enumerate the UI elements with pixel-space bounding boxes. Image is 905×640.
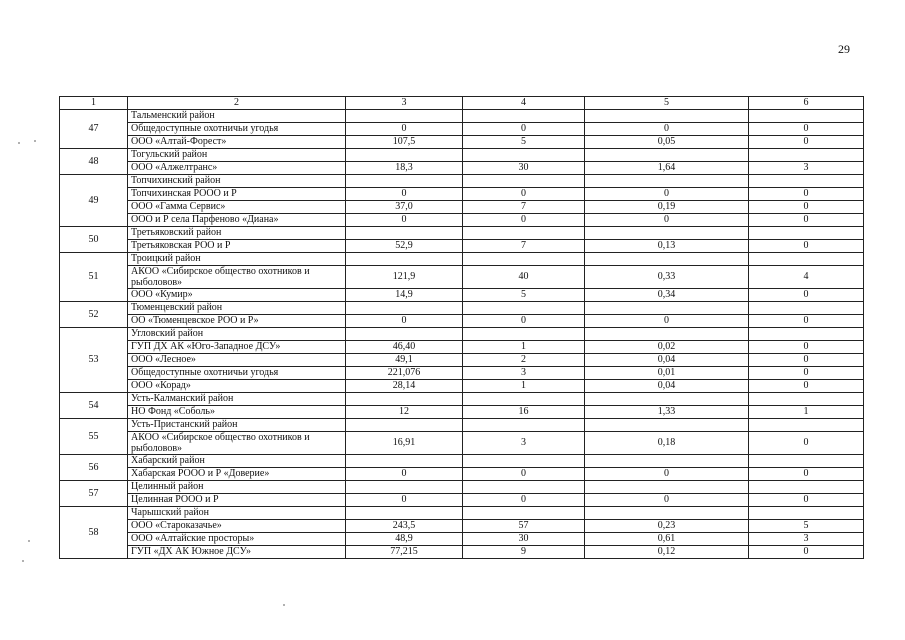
table-row <box>60 520 864 533</box>
value-cell: 0 <box>749 367 864 380</box>
entity-name: АКОО «Сибирское общество охотников и рыболовов» <box>128 432 346 455</box>
value-cell: 243,5 <box>346 520 463 533</box>
empty-cell <box>463 302 585 315</box>
empty-cell <box>463 227 585 240</box>
value-cell: 0 <box>585 315 749 328</box>
value-cell: 3 <box>749 533 864 546</box>
value-cell: 0 <box>749 136 864 149</box>
value-cell: 57 <box>463 520 585 533</box>
entity-name: ООО «Староказачье» <box>128 520 346 533</box>
value-cell: 5 <box>749 520 864 533</box>
value-cell: 1 <box>463 341 585 354</box>
empty-cell <box>346 302 463 315</box>
table-row <box>60 341 864 354</box>
value-cell: 0 <box>749 123 864 136</box>
table-row <box>60 266 864 289</box>
district-index: 47 <box>60 110 128 149</box>
district-index: 50 <box>60 227 128 253</box>
value-cell: 0 <box>749 354 864 367</box>
empty-cell <box>463 175 585 188</box>
table-row <box>60 494 864 507</box>
value-cell: 18,3 <box>346 162 463 175</box>
value-cell: 0,61 <box>585 533 749 546</box>
district-name: Третьяковский район <box>128 227 346 240</box>
value-cell: 30 <box>463 533 585 546</box>
entity-name: Общедоступные охотничьи угодья <box>128 367 346 380</box>
value-cell: 48,9 <box>346 533 463 546</box>
value-cell: 0 <box>585 123 749 136</box>
table-row <box>60 214 864 227</box>
empty-cell <box>585 419 749 432</box>
value-cell: 14,9 <box>346 289 463 302</box>
value-cell: 5 <box>463 289 585 302</box>
entity-name: Третьяковская РОО и Р <box>128 240 346 253</box>
value-cell: 0 <box>463 188 585 201</box>
empty-cell <box>346 110 463 123</box>
entity-name: Общедоступные охотничьи угодья <box>128 123 346 136</box>
value-cell: 0,18 <box>585 432 749 455</box>
value-cell: 0 <box>749 380 864 393</box>
header-cell: 1 <box>60 97 128 110</box>
value-cell: 0 <box>749 188 864 201</box>
entity-name: ГУП «ДХ АК Южное ДСУ» <box>128 546 346 559</box>
empty-cell <box>585 328 749 341</box>
district-row <box>60 110 864 123</box>
empty-cell <box>463 481 585 494</box>
table-row <box>60 367 864 380</box>
empty-cell <box>346 253 463 266</box>
page-number: 29 <box>838 42 850 56</box>
value-cell: 1,64 <box>585 162 749 175</box>
empty-cell <box>585 393 749 406</box>
table-row <box>60 406 864 419</box>
district-index: 51 <box>60 253 128 302</box>
value-cell: 37,0 <box>346 201 463 214</box>
empty-cell <box>585 455 749 468</box>
header-row <box>60 97 864 110</box>
district-index: 55 <box>60 419 128 455</box>
value-cell: 0 <box>749 315 864 328</box>
value-cell: 16 <box>463 406 585 419</box>
empty-cell <box>463 419 585 432</box>
value-cell: 0 <box>585 468 749 481</box>
value-cell: 0,33 <box>585 266 749 289</box>
empty-cell <box>585 227 749 240</box>
district-name: Тюменцевский район <box>128 302 346 315</box>
empty-cell <box>585 507 749 520</box>
empty-cell <box>749 328 864 341</box>
empty-cell <box>346 175 463 188</box>
value-cell: 0,23 <box>585 520 749 533</box>
table-row <box>60 201 864 214</box>
value-cell: 49,1 <box>346 354 463 367</box>
district-index: 49 <box>60 175 128 227</box>
value-cell: 0,04 <box>585 380 749 393</box>
empty-cell <box>463 455 585 468</box>
value-cell: 16,91 <box>346 432 463 455</box>
value-cell: 0 <box>749 240 864 253</box>
empty-cell <box>585 253 749 266</box>
value-cell: 0,19 <box>585 201 749 214</box>
value-cell: 3 <box>463 367 585 380</box>
empty-cell <box>346 328 463 341</box>
entity-name: Хабарская РООО и Р «Доверие» <box>128 468 346 481</box>
value-cell: 0,04 <box>585 354 749 367</box>
district-index: 53 <box>60 328 128 393</box>
entity-name: ООО «Алтай-Форест» <box>128 136 346 149</box>
empty-cell <box>463 253 585 266</box>
value-cell: 0 <box>463 123 585 136</box>
district-name: Топчихинский район <box>128 175 346 188</box>
empty-cell <box>749 481 864 494</box>
header-cell: 4 <box>463 97 585 110</box>
empty-cell <box>585 481 749 494</box>
district-row <box>60 481 864 494</box>
value-cell: 0 <box>346 188 463 201</box>
value-cell: 40 <box>463 266 585 289</box>
district-index: 58 <box>60 507 128 559</box>
empty-cell <box>749 227 864 240</box>
header-cell: 5 <box>585 97 749 110</box>
empty-cell <box>749 302 864 315</box>
header-cell: 3 <box>346 97 463 110</box>
empty-cell <box>463 110 585 123</box>
table-row <box>60 162 864 175</box>
value-cell: 221,076 <box>346 367 463 380</box>
district-row <box>60 328 864 341</box>
value-cell: 0 <box>749 546 864 559</box>
empty-cell <box>585 302 749 315</box>
table-row <box>60 289 864 302</box>
value-cell: 0,01 <box>585 367 749 380</box>
table-row <box>60 533 864 546</box>
empty-cell <box>346 481 463 494</box>
empty-cell <box>346 455 463 468</box>
value-cell: 0 <box>463 494 585 507</box>
district-name: Целинный район <box>128 481 346 494</box>
value-cell: 0,34 <box>585 289 749 302</box>
district-index: 57 <box>60 481 128 507</box>
value-cell: 0 <box>346 214 463 227</box>
entity-name: ООО и Р села Парфеново «Диана» <box>128 214 346 227</box>
district-name: Угловский район <box>128 328 346 341</box>
value-cell: 0 <box>346 123 463 136</box>
value-cell: 0,02 <box>585 341 749 354</box>
value-cell: 7 <box>463 240 585 253</box>
value-cell: 0 <box>749 432 864 455</box>
empty-cell <box>463 328 585 341</box>
scan-speck <box>283 604 285 606</box>
data-table <box>59 96 864 559</box>
scan-speck <box>28 540 30 542</box>
entity-name: НО Фонд «Соболь» <box>128 406 346 419</box>
empty-cell <box>463 393 585 406</box>
value-cell: 0 <box>346 315 463 328</box>
table-row <box>60 240 864 253</box>
table-row <box>60 188 864 201</box>
table-row <box>60 123 864 136</box>
empty-cell <box>346 227 463 240</box>
empty-cell <box>463 507 585 520</box>
value-cell: 30 <box>463 162 585 175</box>
value-cell: 7 <box>463 201 585 214</box>
scan-speck <box>22 560 24 562</box>
district-name: Чарышский район <box>128 507 346 520</box>
value-cell: 5 <box>463 136 585 149</box>
district-row <box>60 149 864 162</box>
value-cell: 121,9 <box>346 266 463 289</box>
district-name: Троицкий район <box>128 253 346 266</box>
header-cell: 2 <box>128 97 346 110</box>
value-cell: 1,33 <box>585 406 749 419</box>
district-row <box>60 175 864 188</box>
value-cell: 1 <box>463 380 585 393</box>
empty-cell <box>749 175 864 188</box>
value-cell: 9 <box>463 546 585 559</box>
entity-name: ООО «Гамма Сервис» <box>128 201 346 214</box>
entity-name: АКОО «Сибирское общество охотников и рыболовов» <box>128 266 346 289</box>
value-cell: 0 <box>463 315 585 328</box>
district-name: Хабарский район <box>128 455 346 468</box>
entity-name: Топчихинская РООО и Р <box>128 188 346 201</box>
district-index: 56 <box>60 455 128 481</box>
table-row <box>60 546 864 559</box>
entity-name: ООО «Корад» <box>128 380 346 393</box>
empty-cell <box>585 175 749 188</box>
value-cell: 0 <box>749 289 864 302</box>
value-cell: 0,05 <box>585 136 749 149</box>
value-cell: 0 <box>749 201 864 214</box>
district-row <box>60 455 864 468</box>
value-cell: 0 <box>346 494 463 507</box>
value-cell: 2 <box>463 354 585 367</box>
scan-speck <box>18 142 20 144</box>
value-cell: 4 <box>749 266 864 289</box>
entity-name: Целинная РООО и Р <box>128 494 346 507</box>
empty-cell <box>749 110 864 123</box>
district-index: 48 <box>60 149 128 175</box>
scan-speck <box>34 140 36 142</box>
district-name: Тальменский район <box>128 110 346 123</box>
empty-cell <box>346 393 463 406</box>
value-cell: 0 <box>346 468 463 481</box>
empty-cell <box>749 507 864 520</box>
value-cell: 3 <box>749 162 864 175</box>
value-cell: 28,14 <box>346 380 463 393</box>
entity-name: ООО «Алжелтранс» <box>128 162 346 175</box>
value-cell: 12 <box>346 406 463 419</box>
value-cell: 0 <box>585 494 749 507</box>
district-row <box>60 302 864 315</box>
table-row <box>60 315 864 328</box>
district-row <box>60 227 864 240</box>
value-cell: 0 <box>749 494 864 507</box>
value-cell: 0 <box>749 468 864 481</box>
table-row <box>60 136 864 149</box>
district-index: 52 <box>60 302 128 328</box>
entity-name: ОО «Тюменцевское РОО и Р» <box>128 315 346 328</box>
empty-cell <box>749 455 864 468</box>
empty-cell <box>346 507 463 520</box>
value-cell: 46,40 <box>346 341 463 354</box>
empty-cell <box>749 419 864 432</box>
table-row <box>60 432 864 455</box>
table-row <box>60 354 864 367</box>
value-cell: 1 <box>749 406 864 419</box>
empty-cell <box>749 149 864 162</box>
district-name: Усть-Пристанский район <box>128 419 346 432</box>
empty-cell <box>749 393 864 406</box>
empty-cell <box>585 110 749 123</box>
district-row <box>60 393 864 406</box>
value-cell: 0 <box>749 214 864 227</box>
entity-name: ООО «Алтайские просторы» <box>128 533 346 546</box>
value-cell: 0 <box>463 468 585 481</box>
value-cell: 107,5 <box>346 136 463 149</box>
empty-cell <box>346 419 463 432</box>
empty-cell <box>463 149 585 162</box>
header-cell: 6 <box>749 97 864 110</box>
table-row <box>60 380 864 393</box>
empty-cell <box>749 253 864 266</box>
value-cell: 0 <box>585 214 749 227</box>
value-cell: 52,9 <box>346 240 463 253</box>
entity-name: ГУП ДХ АК «Юго-Западное ДСУ» <box>128 341 346 354</box>
table-body <box>60 110 864 559</box>
value-cell: 0,12 <box>585 546 749 559</box>
empty-cell <box>585 149 749 162</box>
value-cell: 0 <box>463 214 585 227</box>
entity-name: ООО «Кумир» <box>128 289 346 302</box>
empty-cell <box>346 149 463 162</box>
district-row <box>60 253 864 266</box>
table-row <box>60 468 864 481</box>
district-name: Тогульский район <box>128 149 346 162</box>
district-name: Усть-Калманский район <box>128 393 346 406</box>
entity-name: ООО «Лесное» <box>128 354 346 367</box>
district-row <box>60 419 864 432</box>
district-row <box>60 507 864 520</box>
district-index: 54 <box>60 393 128 419</box>
value-cell: 77,215 <box>346 546 463 559</box>
value-cell: 3 <box>463 432 585 455</box>
value-cell: 0,13 <box>585 240 749 253</box>
value-cell: 0 <box>585 188 749 201</box>
value-cell: 0 <box>749 341 864 354</box>
